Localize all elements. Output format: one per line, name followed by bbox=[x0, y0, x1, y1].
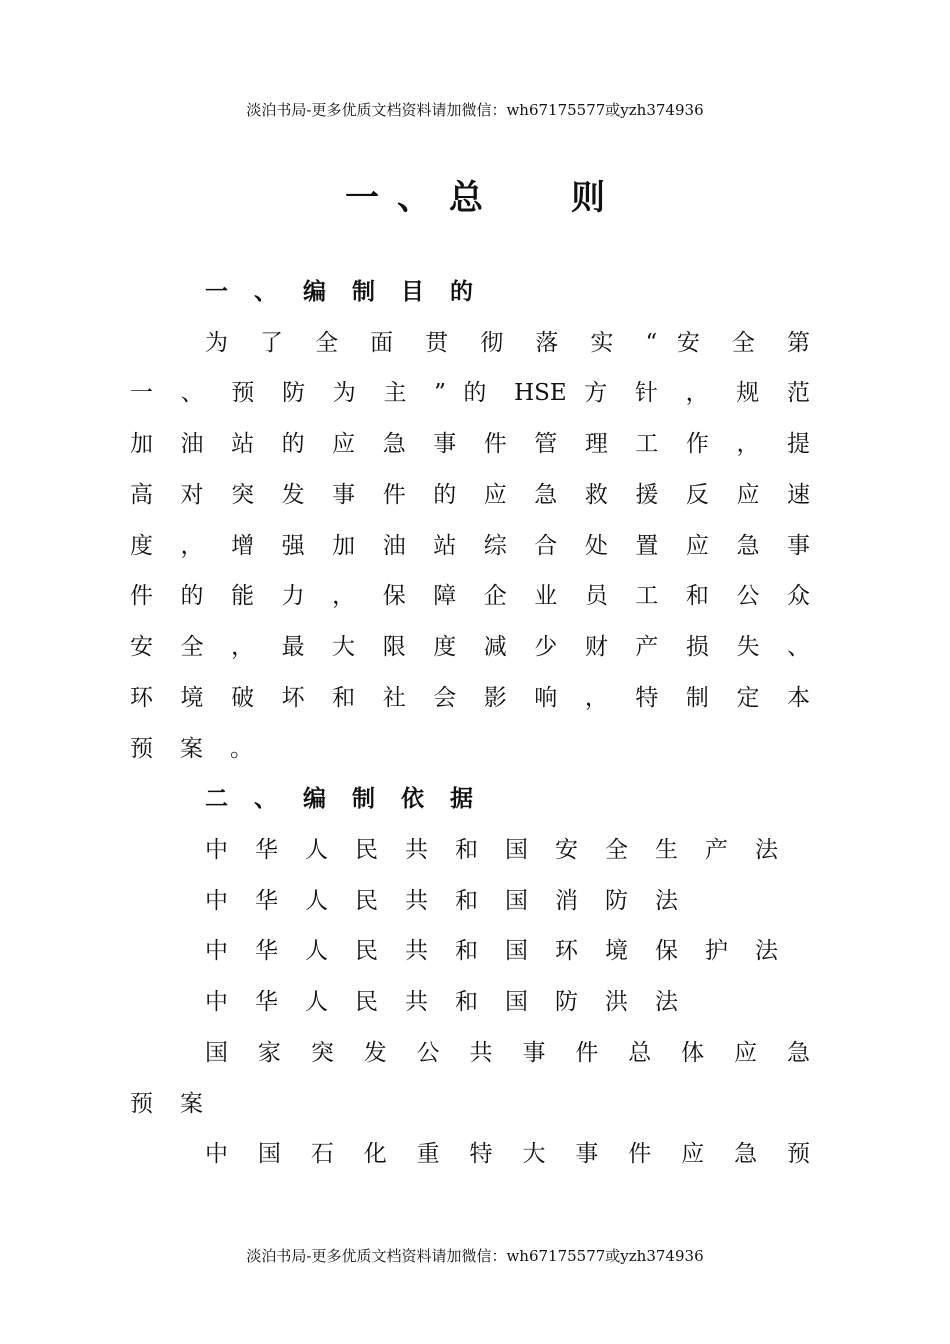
basis-list-item-cont: 预案 bbox=[130, 1091, 230, 1117]
paragraph-line: 度 ， 增 强 加 油 站 综 合 处 置 应 急 事 bbox=[130, 533, 810, 559]
page-title bbox=[0, 170, 950, 219]
basis-list-item: 中华人民共和国环境保护法 bbox=[205, 938, 805, 964]
title-part-1: 一、总 bbox=[345, 178, 501, 218]
section-heading-basis: 二、编制依据 bbox=[205, 786, 499, 812]
basis-list-item: 中 国 石 化 重 特 大 事 件 应 急 预 bbox=[205, 1141, 810, 1167]
paragraph-line: 件 的 能 力 ， 保 障 企 业 员 工 和 公 众 bbox=[130, 583, 810, 609]
paragraph-line: 安 全 ， 最 大 限 度 减 少 财 产 损 失 、 bbox=[130, 634, 810, 660]
paragraph-line: 环 境 破 坏 和 社 会 影 响 ， 特 制 定 本 bbox=[130, 685, 810, 711]
basis-list-item: 国 家 突 发 公 共 事 件 总 体 应 急 bbox=[205, 1040, 810, 1066]
basis-list-item: 中华人民共和国消防法 bbox=[205, 888, 705, 914]
page-footer: 淡泊书局-更多优质文档资料请加微信：wh67175577或yzh374936 bbox=[246, 1247, 704, 1265]
paragraph-line: 加 油 站 的 应 急 事 件 管 理 工 作 ， 提 bbox=[130, 431, 810, 457]
title-part-2: 则 bbox=[571, 178, 605, 218]
basis-list-item: 中华人民共和国安全生产法 bbox=[205, 837, 805, 863]
paragraph-line: 为 了 全 面 贯 彻 落 实 “ 安 全 第 bbox=[205, 330, 810, 356]
paragraph-line-last: 预案。 bbox=[130, 736, 280, 762]
paragraph-line: 一 、 预 防 为 主 ” 的 HSE 方 针 ， 规 范 bbox=[130, 380, 810, 406]
page-header: 淡泊书局-更多优质文档资料请加微信：wh67175577或yzh374936 bbox=[246, 101, 704, 119]
basis-list-item: 中华人民共和国防洪法 bbox=[205, 989, 705, 1015]
section-heading-purpose: 一、编制目的 bbox=[205, 279, 499, 305]
paragraph-line: 高 对 突 发 事 件 的 应 急 救 援 反 应 速 bbox=[130, 482, 810, 508]
